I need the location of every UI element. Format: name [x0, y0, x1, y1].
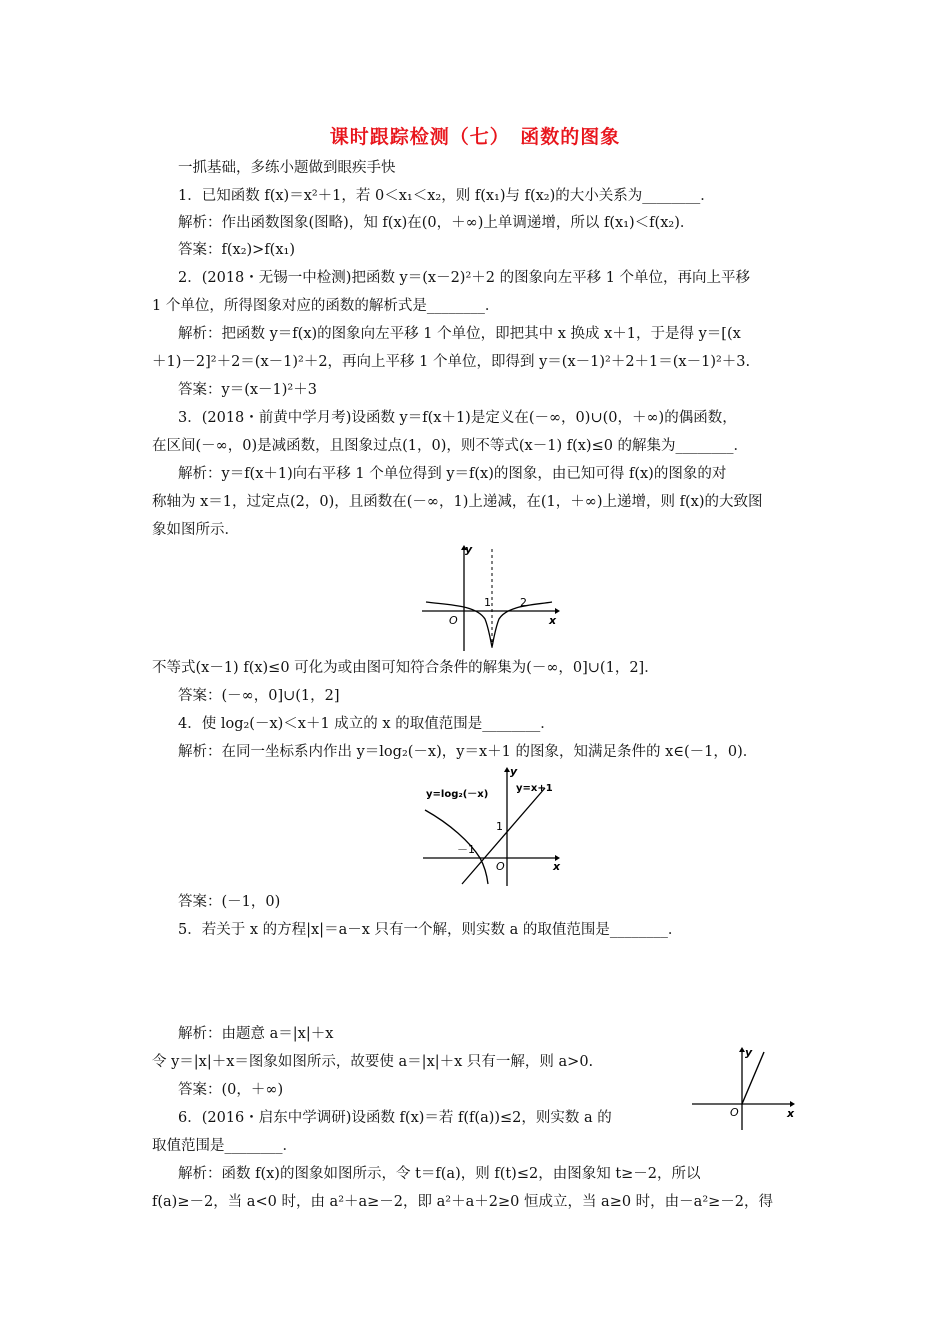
text-line: 3．(2018・前黄中学月考)设函数 y＝f(x＋1)是定义在(－∞，0)∪(0，＋∞)的偶函数， [178, 410, 737, 426]
line-label: y=x+1 [516, 783, 553, 794]
y-axis-label: y [465, 543, 473, 556]
text-line: 1．已知函数 f(x)＝x²＋1，若 0＜x₁＜x₂，则 f(x₁)与 f(x₂)的大小关系为________． [178, 188, 715, 204]
text-line: f(a)≥－2，当 a<0 时，由 a²＋a≥－2，即 a²＋a＋2≥0 恒成立，当 a≥0 时，由－a²≥－2，得 [152, 1194, 774, 1210]
x-axis-label: x [553, 860, 561, 873]
text-line: 取值范围是________． [152, 1138, 297, 1154]
text-line: 6．(2016・启东中学调研)设函数 f(x)＝若 f(f(a))≤2，则实数 a 的 [178, 1110, 612, 1126]
curve-label: y=log₂(－x) [426, 789, 489, 800]
text-line: 不等式(x－1) f(x)≤0 可化为或由图可知符合条件的解集为(－∞，0]∪(1，2]． [152, 660, 659, 676]
text-line: ＋1)－2]²＋2＝(x－1)²＋2，再向上平移 1 个单位，即得到 y＝(x－1)²＋2＋1＝(x－1)²＋3. [152, 354, 751, 370]
figure-1 [420, 543, 560, 655]
text-line: 答案：y＝(x－1)²＋3 [178, 382, 317, 398]
tick-label: 2 [520, 596, 527, 609]
text-line: 象如图所示． [152, 522, 239, 538]
page-title: 课时跟踪检测（七） 函数的图象 [329, 126, 621, 148]
text-line: 解析：y＝f(x＋1)向右平移 1 个单位得到 y＝f(x)的图象，由已知可得 f(x)的图象的对 [178, 466, 727, 482]
text-line: 解析：作出函数图象(图略)，知 f(x)在(0，＋∞)上单调递增，所以 f(x₁)＜f(x₂)． [178, 215, 695, 231]
text-line: 解析：由题意 a＝|x|＋x [178, 1026, 334, 1042]
text-line: 称轴为 x＝1，过定点(2，0)，且函数在(－∞，1)上递减，在(1，＋∞)上递增，则 f(x)的大致图 [152, 494, 763, 510]
text-line: 令 y＝|x|＋x＝图象如图所示，故要使 a＝|x|＋x 只有一解，则 a>0. [152, 1054, 594, 1070]
y-axis-label: y [510, 765, 518, 778]
text-line: 答案：f(x₂)>f(x₁) [178, 242, 295, 258]
section-subtitle: 一抓基础，多练小题做到眼疾手快 [178, 160, 396, 176]
text-line: 在区间(－∞，0)是减函数，且图象过点(1，0)，则不等式(x－1) f(x)≤0 的解集为________． [152, 438, 749, 454]
text-line: 答案：(－∞，0]∪(1，2] [178, 688, 340, 704]
x-axis-label: x [549, 614, 557, 627]
origin-label: O [730, 1106, 739, 1119]
text-line: 解析：函数 f(x)的图象如图所示，令 t＝f(a)，则 f(t)≤2，由图象知 t≥－2，所以 [178, 1166, 701, 1182]
origin-label: O [496, 860, 505, 873]
tick-label: －1 [457, 843, 475, 856]
y-axis-label: y [745, 1046, 753, 1059]
text-line: 4．使 log₂(－x)＜x＋1 成立的 x 的取值范围是________． [178, 716, 555, 732]
text-line: 1 个单位，所得图象对应的函数的解析式是________． [152, 298, 500, 314]
text-line: 解析：把函数 y＝f(x)的图象向左平移 1 个单位，即把其中 x 换成 x＋1，于是得 y＝[(x [178, 326, 741, 342]
text-line: 2．(2018・无锡一中检测)把函数 y＝(x－2)²＋2 的图象向左平移 1 个单位，再向上平移 [178, 270, 751, 286]
text-line: 5．若关于 x 的方程|x|＝a－x 只有一个解，则实数 a 的取值范围是________． [178, 922, 683, 938]
origin-label: O [449, 614, 458, 627]
figure-3 [690, 1044, 800, 1134]
text-line: 答案：(0，＋∞) [178, 1082, 284, 1098]
tick-label: 1 [496, 820, 503, 833]
x-axis-label: x [787, 1107, 795, 1120]
figure-2 [420, 762, 565, 888]
text-line: 答案：(－1，0) [178, 894, 281, 910]
tick-label: 1 [484, 596, 491, 609]
text-line: 解析：在同一坐标系内作出 y＝log₂(－x)，y＝x＋1 的图象，知满足条件的 x∈(－1，0)． [178, 744, 758, 760]
